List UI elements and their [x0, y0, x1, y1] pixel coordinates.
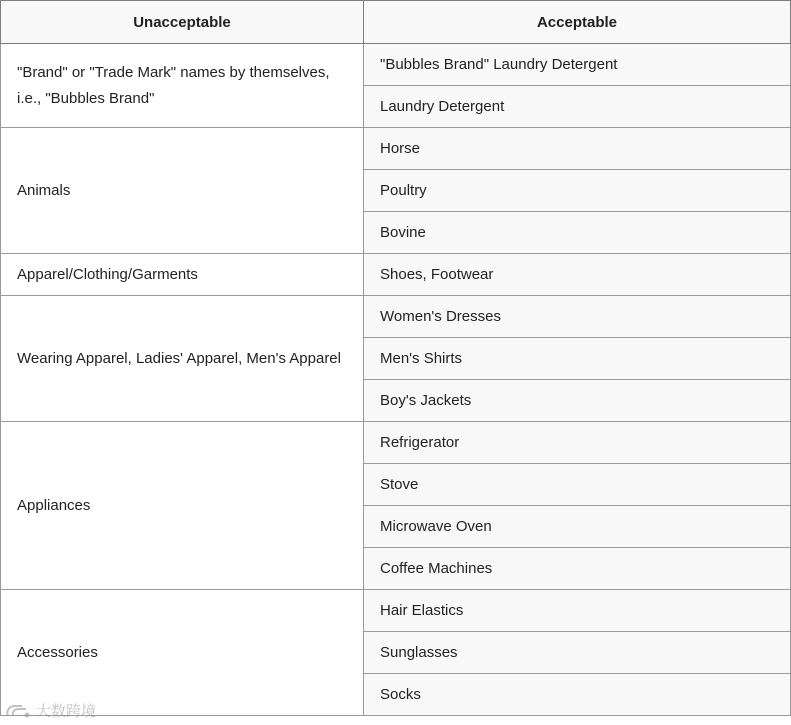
- watermark-text: 大数跨境: [36, 702, 97, 720]
- acceptable-cell: Hair Elastics: [364, 590, 791, 632]
- unacceptable-cell: Appliances: [1, 422, 364, 590]
- acceptable-cell: Boy's Jackets: [364, 380, 791, 422]
- unacceptable-cell: Animals: [1, 128, 364, 254]
- watermark: [4, 700, 96, 721]
- acceptable-cell: Bovine: [364, 212, 791, 254]
- table-row: [1, 254, 791, 296]
- table-row: [1, 128, 791, 170]
- acceptable-cell: Women's Dresses: [364, 296, 791, 338]
- acceptable-cell: Horse: [364, 128, 791, 170]
- acceptable-cell: Socks: [364, 674, 791, 716]
- acceptable-cell: "Bubbles Brand" Laundry Detergent: [364, 44, 791, 86]
- acceptable-cell: Coffee Machines: [364, 548, 791, 590]
- unacceptable-cell: Wearing Apparel, Ladies' Apparel, Men's Apparel: [1, 296, 364, 422]
- acceptable-cell: Refrigerator: [364, 422, 791, 464]
- acceptable-cell: Microwave Oven: [364, 506, 791, 548]
- unacceptable-cell: Apparel/Clothing/Garments: [1, 254, 364, 296]
- unacceptable-cell: "Brand" or "Trade Mark" names by themselves, i.e., "Bubbles Brand": [1, 44, 364, 128]
- header-acceptable: Acceptable: [364, 1, 791, 44]
- table-row: [1, 422, 791, 464]
- acceptable-cell: Shoes, Footwear: [364, 254, 791, 296]
- header-unacceptable: Unacceptable: [1, 1, 364, 44]
- table-row: [1, 590, 791, 632]
- acceptable-cell: Poultry: [364, 170, 791, 212]
- acceptable-cell: Stove: [364, 464, 791, 506]
- acceptable-cell: Sunglasses: [364, 632, 791, 674]
- acceptable-cell: Men's Shirts: [364, 338, 791, 380]
- logo-mark-icon: [4, 702, 32, 720]
- table-header-row: [1, 1, 791, 44]
- acceptable-cell: Laundry Detergent: [364, 86, 791, 128]
- table-row: [1, 44, 791, 86]
- unacceptable-cell: Accessories: [1, 590, 364, 716]
- table-row: [1, 296, 791, 338]
